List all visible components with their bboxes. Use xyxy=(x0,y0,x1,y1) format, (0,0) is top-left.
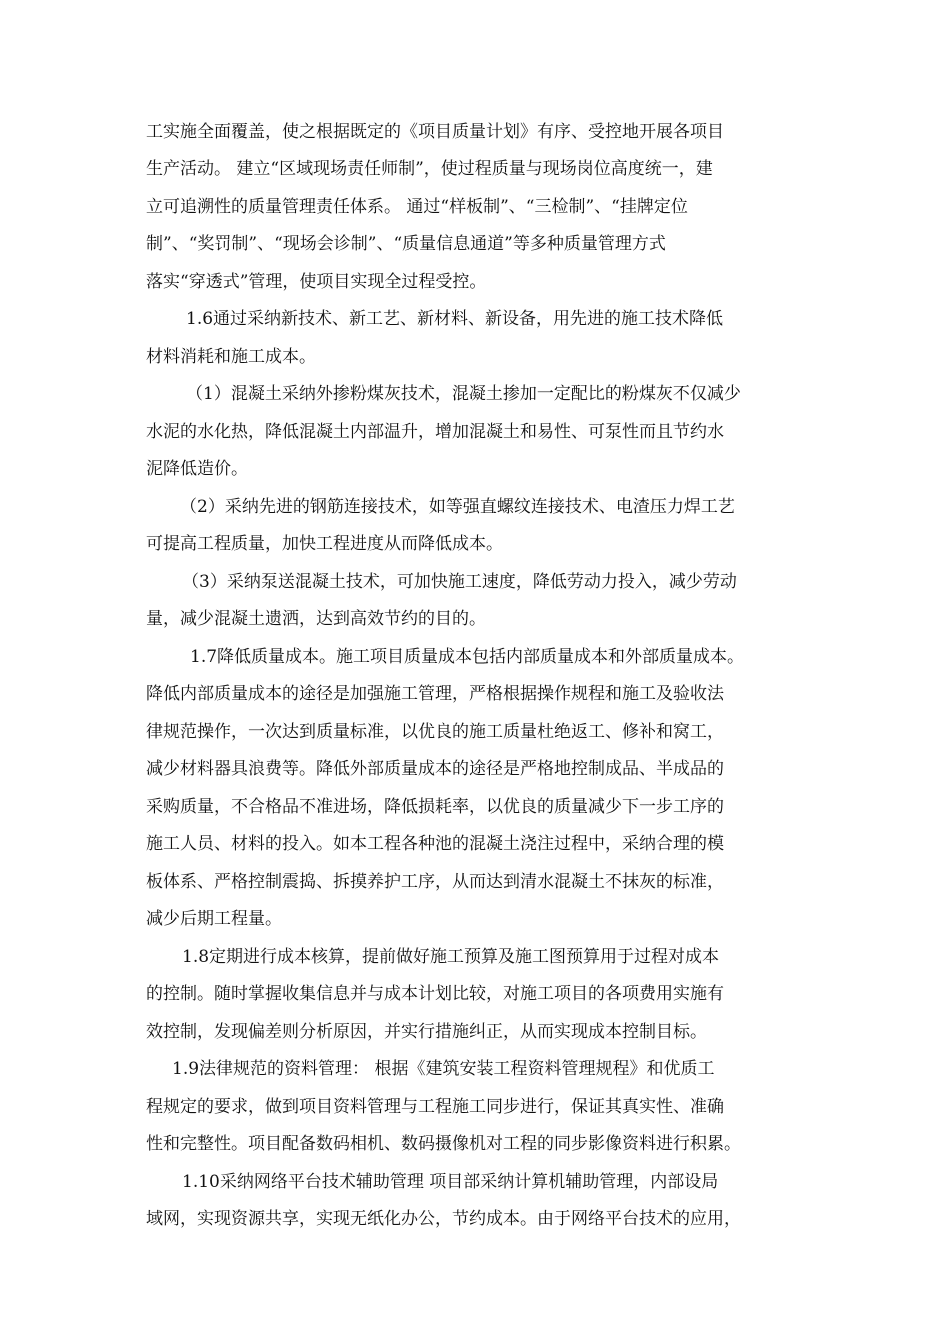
text-line: 材料消耗和施工成本。 xyxy=(146,347,316,367)
text-line: 律规范操作，一次达到质量标准，以优良的施工质量杜绝返工、修补和窝工， xyxy=(146,722,724,742)
text-line: 落实“穿透式”管理，使项目实现全过程受控。 xyxy=(146,272,487,292)
text-line: （1）混凝土采纳外掺粉煤灰技术，混凝土掺加一定配比的粉煤灰不仅减少 xyxy=(186,384,741,404)
text-line: 水泥的水化热，降低混凝土内部温升，增加混凝土和易性、可泵性而且节约水 xyxy=(146,422,724,442)
text-line: 1.10采纳网络平台技术辅助管理 项目部采纳计算机辅助管理，内部设局 xyxy=(182,1172,719,1192)
text-line: 1.8定期进行成本核算，提前做好施工预算及施工图预算用于过程对成本 xyxy=(182,947,720,967)
text-line: 效控制，发现偏差则分析原因，并实行措施纠正，从而实现成本控制目标。 xyxy=(146,1022,707,1042)
text-line: 工实施全面覆盖，使之根据既定的《项目质量计划》有序、受控地开展各项目 xyxy=(146,122,724,142)
text-line: 1.6通过采纳新技术、新工艺、新材料、新设备，用先进的施工技术降低 xyxy=(186,309,724,329)
text-line: 生产活动。 建立“区域现场责任师制”，使过程质量与现场岗位高度统一，建 xyxy=(146,159,713,179)
text-line: 程规定的要求，做到项目资料管理与工程施工同步进行，保证其真实性、准确 xyxy=(146,1097,724,1117)
text-line: 采购质量，不合格品不准进场，降低损耗率，以优良的质量减少下一步工序的 xyxy=(146,797,724,817)
text-line: 1.7降低质量成本。施工项目质量成本包括内部质量成本和外部质量成本。 xyxy=(190,647,745,667)
text-line: 量，减少混凝土遗洒，达到高效节约的目的。 xyxy=(146,609,486,629)
text-line: 立可追溯性的质量管理责任体系。 通过“样板制”、“三检制”、“挂牌定位 xyxy=(146,197,688,217)
text-line: 板体系、严格控制震捣、拆摸养护工序，从而达到清水混凝土不抹灰的标准， xyxy=(146,872,724,892)
text-line: 的控制。随时掌握收集信息并与成本计划比较，对施工项目的各项费用实施有 xyxy=(146,984,724,1004)
text-line: （3）采纳泵送混凝土技术，可加快施工速度，降低劳动力投入，减少劳动 xyxy=(182,572,737,592)
text-line: 减少材料器具浪费等。降低外部质量成本的途径是严格地控制成品、半成品的 xyxy=(146,759,724,779)
text-line: 可提高工程质量，加快工程进度从而降低成本。 xyxy=(146,534,503,554)
text-line: 1.9法律规范的资料管理： 根据《建筑安装工程资料管理规程》和优质工 xyxy=(172,1059,715,1079)
text-line: 减少后期工程量。 xyxy=(146,909,282,929)
text-line: 域网，实现资源共享，实现无纸化办公，节约成本。由于网络平台技术的应用， xyxy=(146,1209,741,1229)
text-line: 降低内部质量成本的途径是加强施工管理，严格根据操作规程和施工及验收法 xyxy=(146,684,724,704)
text-line: （2）采纳先进的钢筋连接技术，如等强直螺纹连接技术、电渣压力焊工艺 xyxy=(180,497,735,517)
text-line: 泥降低造价。 xyxy=(146,459,248,479)
text-line: 性和完整性。项目配备数码相机、数码摄像机对工程的同步影像资料进行积累。 xyxy=(146,1134,741,1154)
text-line: 制”、“奖罚制”、“现场会诊制”、“质量信息通道”等多种质量管理方式 xyxy=(146,234,666,254)
text-line: 施工人员、材料的投入。如本工程各种池的混凝土浇注过程中，采纳合理的模 xyxy=(146,834,724,854)
